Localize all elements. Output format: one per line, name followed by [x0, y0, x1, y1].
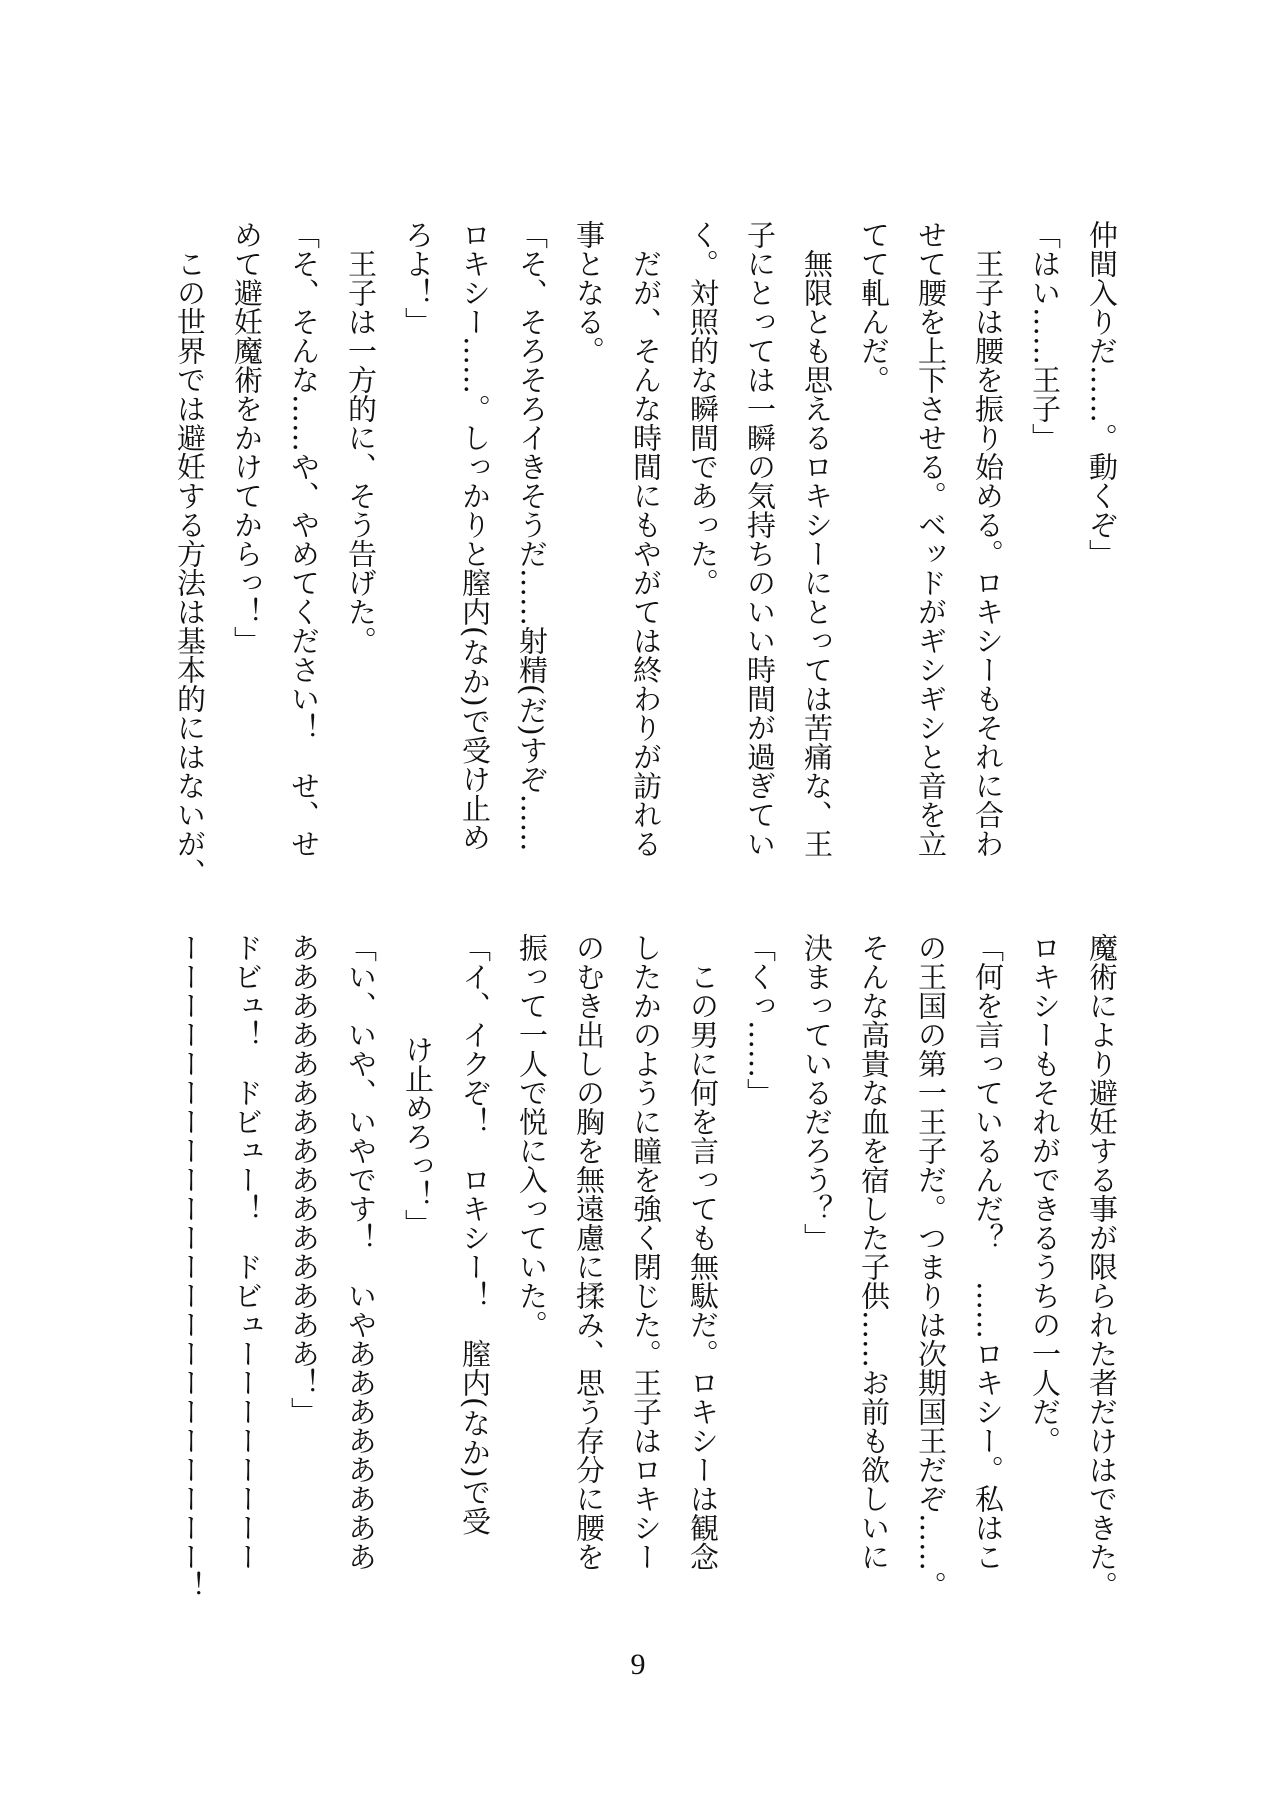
text-block-bottom	[161, 933, 1130, 1601]
text-line: 「はい……王子」	[1028, 220, 1062, 452]
text-line: 王子は腰を振り始める。ロキシーもそれに合わ	[971, 220, 1005, 858]
text-line: ろよ！」	[401, 220, 435, 336]
text-line: あああああああああああああああ！」	[287, 933, 321, 1426]
text-line: 子にとっては一瞬の気持ちのいい時間が過ぎてい	[743, 220, 777, 858]
text-line: 魔術により避妊する事が限られた者だけはできた。	[1085, 933, 1119, 1600]
text-line: く。対照的な瞬間であった。	[686, 220, 720, 597]
text-line: 「くっ……」	[743, 933, 777, 1107]
text-line: 決まっているだろう？」	[800, 933, 834, 1252]
page-number: 9	[630, 1648, 646, 1681]
text-line: ロキシー……。しっかりと膣内(なか)で受け止め	[458, 220, 492, 852]
text-line: だが、そんな時間にもやがては終わりが訪れる	[629, 220, 663, 858]
text-line: ロキシーもそれができるうちの一人だ。	[1028, 933, 1062, 1455]
text-line: この男に何を言っても無駄だ。ロキシーは観念	[686, 933, 720, 1571]
text-line: 無限とも思えるロキシーにとっては苦痛な、王	[800, 220, 834, 858]
text-line: の王国の第一王子だ。つまりは次期国王だぞ……。	[914, 933, 948, 1600]
text-line: 王子は一方的に、そう告げた。	[344, 220, 378, 655]
text-line: 「そ、そろそろイきそうだ……射精(だ)すぞ……	[515, 220, 549, 852]
text-line: 仲間入りだ……。動くぞ」	[1085, 220, 1119, 568]
text-line: したかのように瞳を強く閉じた。王子はロキシー	[629, 933, 663, 1571]
text-line: 事となる。	[572, 220, 606, 365]
text-line: せて腰を上下させる。ベッドがギシギシと音を立	[914, 220, 948, 858]
text-line: この世界では避妊する方法は基本的にはないが、	[173, 220, 207, 887]
text-line: 振って一人で悦に入っていた。	[515, 933, 549, 1339]
text-line: ーーーーーーーーーーーーーーーーーーーーーー！	[173, 933, 207, 1600]
text-line: ドビュ！ ドビュー！ ドビューーーーーーーー	[230, 933, 264, 1571]
text-line: そんな高貴な血を宿した子供……お前も欲しいに	[857, 933, 891, 1571]
text-line: てて軋んだ。	[857, 220, 891, 394]
text-line: 「何を言っているんだ？ ……ロキシー。私はこ	[971, 933, 1005, 1571]
text-line: めて避妊魔術をかけてからっ！」	[230, 220, 264, 655]
text-line: 「い、いや、いやです！ いやああああああああ	[344, 933, 378, 1571]
text-block-top	[161, 220, 1130, 888]
text-line: 「そ、そんな……や、やめてください！ せ、せ	[287, 220, 321, 858]
text-line: のむき出しの胸を無遠慮に揉み、思う存分に腰を	[572, 933, 606, 1571]
text-line: け止めろっ！」	[401, 1035, 435, 1238]
text-line: 「イ、イクぞ！ ロキシー！ 膣内(なか)で受	[458, 933, 492, 1536]
